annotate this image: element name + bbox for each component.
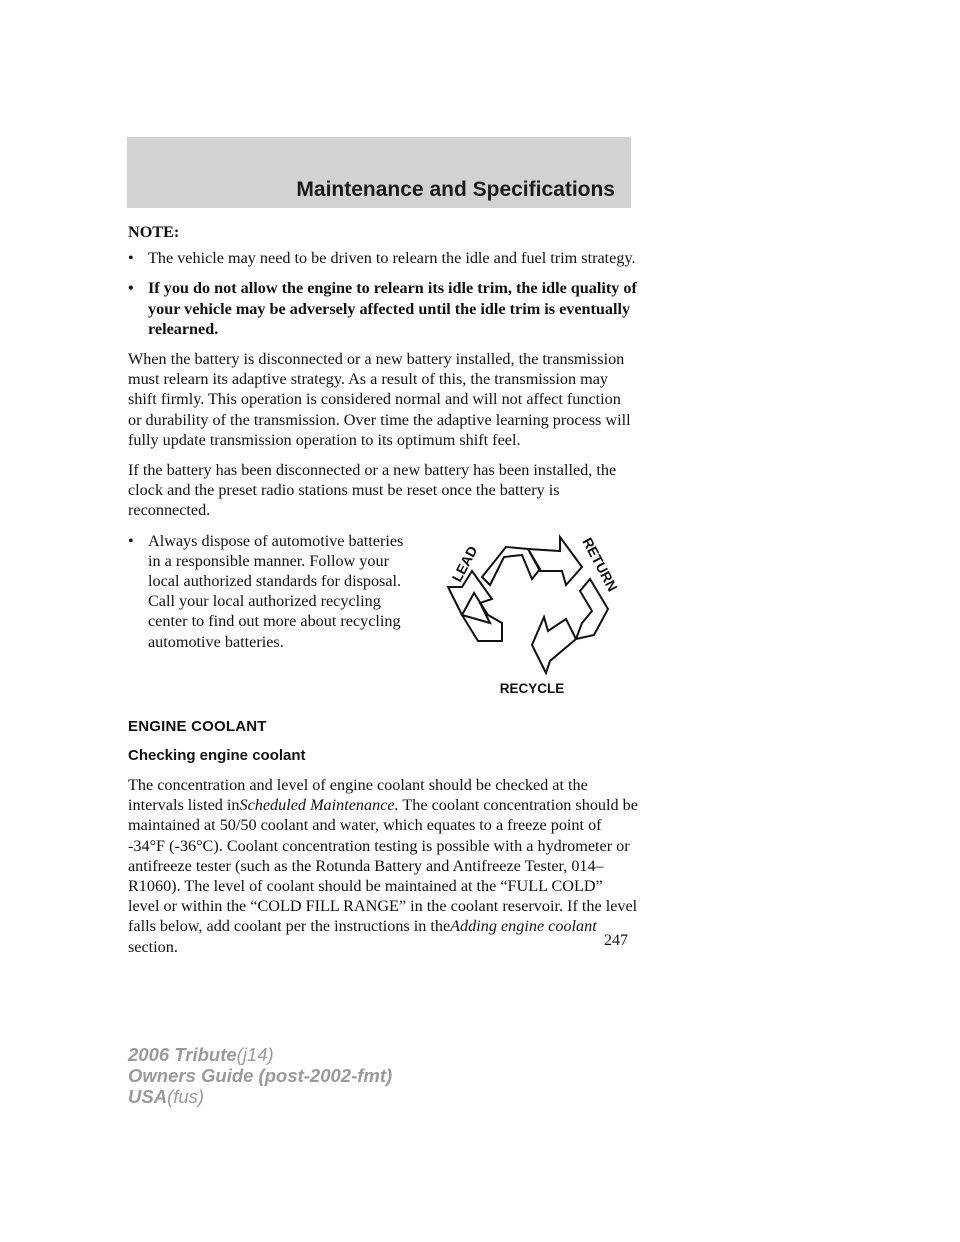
footer-line3-rest: (fus) xyxy=(167,1086,205,1107)
footer xyxy=(128,1044,392,1107)
battery-paragraph-2: If the battery has been disconnected or a new battery has been installed, the clock and the preset radio stations must be reset once the battery is reconnected. xyxy=(128,461,617,520)
note-bullet-1 xyxy=(128,248,638,268)
page-header-title: Maintenance and Specifications xyxy=(296,178,615,201)
bullet-icon: • xyxy=(128,249,134,268)
footer-line2-bold: Owners Guide (post-2002-fmt) xyxy=(128,1065,393,1086)
coolant-paragraph xyxy=(128,775,638,957)
bullet-icon: • xyxy=(128,531,134,550)
header-band xyxy=(127,137,631,208)
note-bullet-1-text: The vehicle may need to be driven to relearn the idle and fuel trim strategy. xyxy=(148,249,636,268)
page-number: 247 xyxy=(604,932,628,949)
recycle-icon xyxy=(432,527,632,697)
sub-title: Checking engine coolant xyxy=(128,746,306,764)
coolant-text-2: The coolant concentration should be maintained at 50/50 coolant and water, which equates to a freeze point of -34°F (-36°C). Coolant concentration testing is possible with a hydrometer or antifreeze tester (such as the Rotunda Battery and Antifreeze Tester, 014–R1060). The level of coolant should be maintained at the “FULL COLD” level or within the “COLD FILL RANGE” in the coolant reservoir. If the level falls below, add coolant per the instructions in the xyxy=(128,796,638,936)
bullet-icon: • xyxy=(128,279,134,298)
section-title: ENGINE COOLANT xyxy=(128,717,267,735)
footer-line1-rest: (j14) xyxy=(236,1044,274,1065)
dispose-bullet xyxy=(128,531,410,652)
adding-coolant-ref: Adding engine coolant xyxy=(450,917,597,936)
lead-label: LEAD xyxy=(448,542,481,585)
note-bullet-2 xyxy=(128,278,638,339)
footer-line3-bold: USA xyxy=(128,1086,168,1107)
note-label: NOTE: xyxy=(128,223,180,241)
note-bullet-2-text: If you do not allow the engine to relearn its idle trim, the idle quality of your vehicle may be adversely affected until the idle trim is eventually relearned. xyxy=(148,279,637,338)
battery-paragraph-1: When the battery is disconnected or a new battery installed, the transmission must relearn its adaptive strategy. As a result of this, the transmission may shift firmly. This operation is considered normal and will not affect function or durability of the transmission. Over time the adaptive learning process will fully update transmission operation to its optimum shift feel. xyxy=(128,350,631,449)
scheduled-maintenance-ref: Scheduled Maintenance. xyxy=(239,796,399,815)
recycle-label: RECYCLE xyxy=(499,680,565,696)
dispose-bullet-text: Always dispose of automotive batteries in a responsible manner. Follow your local authorized standards for disposal. Call your local authorized recycling center to find out more about recycling automotive batteries. xyxy=(148,531,404,651)
footer-line1-bold: 2006 Tribute xyxy=(128,1044,237,1065)
coolant-text-1: The concentration and level of engine coolant should be checked at the intervals listed in xyxy=(128,776,588,815)
coolant-text-3: section. xyxy=(128,937,178,956)
recycle-section xyxy=(128,531,638,697)
return-label: RETURN xyxy=(579,534,621,594)
page-content xyxy=(128,222,638,967)
